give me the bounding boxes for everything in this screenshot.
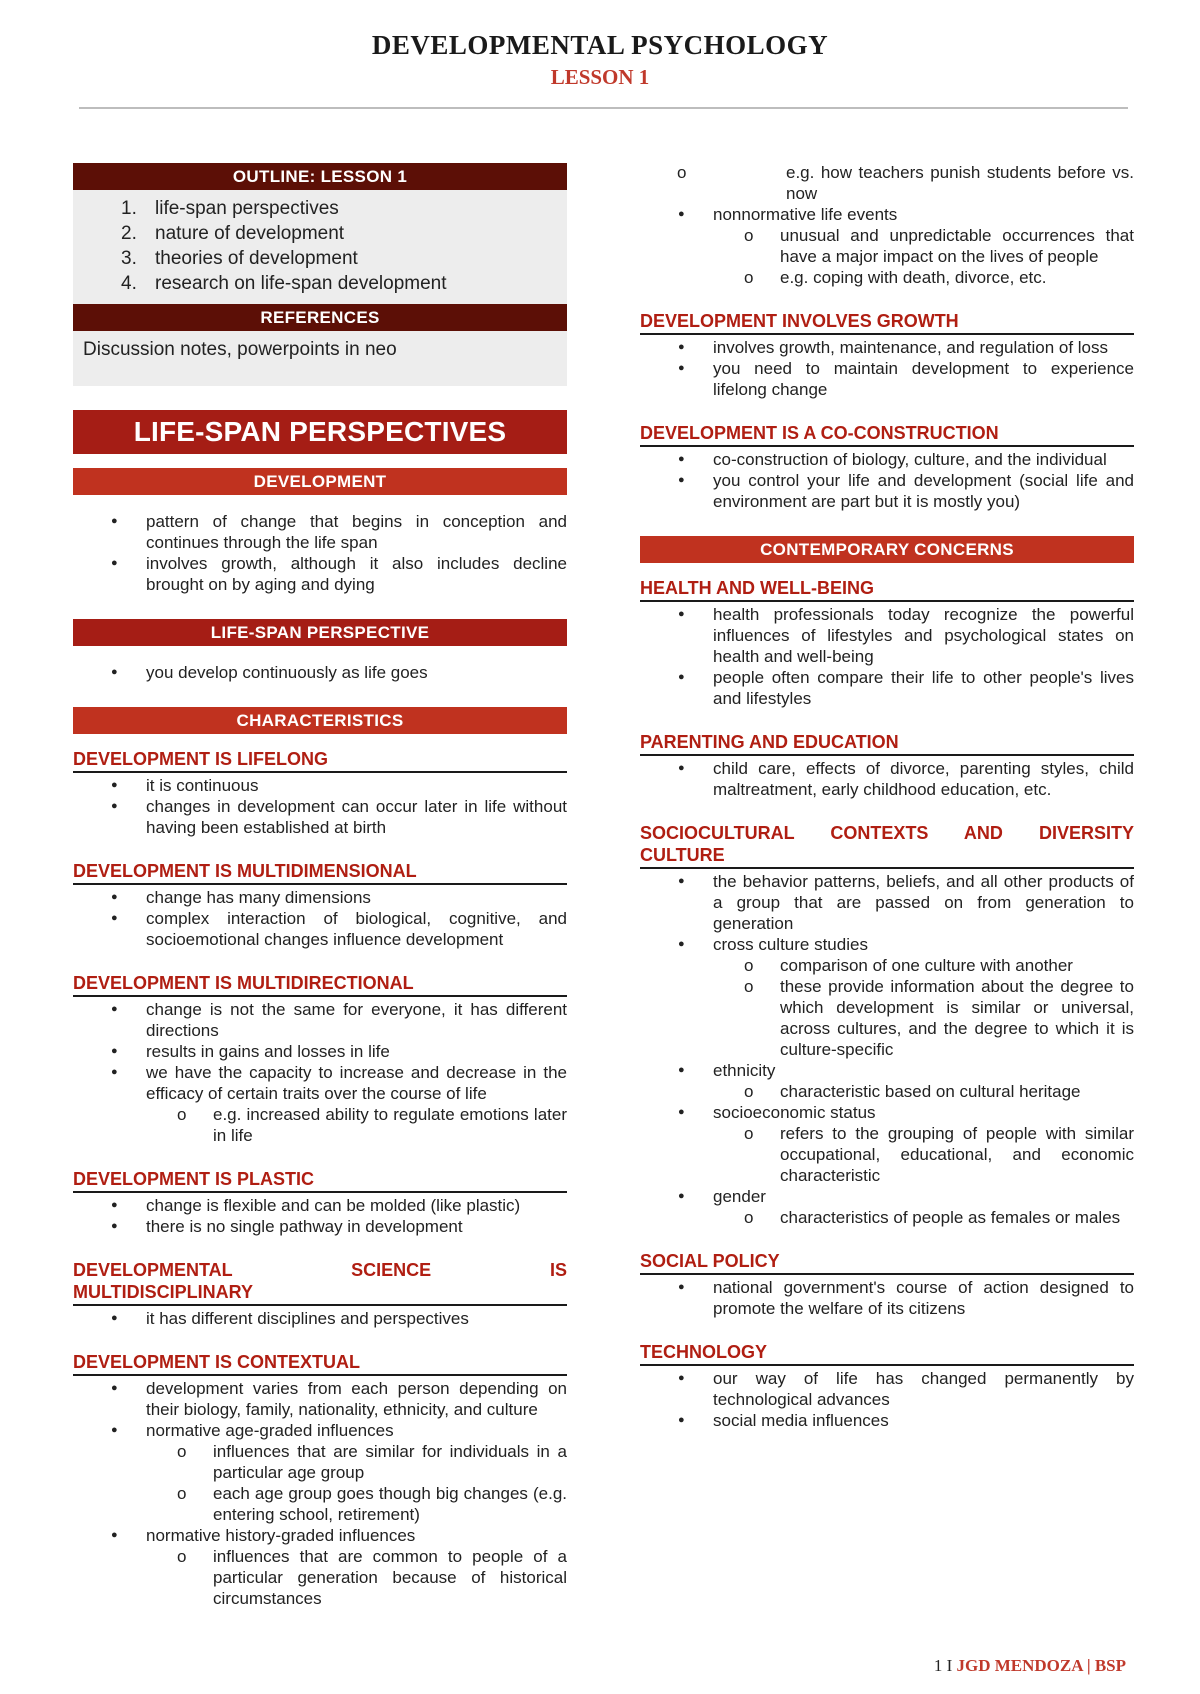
list-item <box>640 1102 1134 1186</box>
list-item: ● changes in development can occur later in life without having been established at birth <box>73 796 567 838</box>
outline-box <box>73 163 567 386</box>
health-heading: HEALTH AND WELL-BEING <box>640 577 1134 602</box>
author-credit: JGD MENDOZA | BSP <box>956 1656 1126 1675</box>
list-item: ● complex interaction of biological, cognitive, and socioemotional changes influence development <box>73 908 567 950</box>
lifelong-list <box>73 775 567 838</box>
contemporary-concerns-heading: CONTEMPORARY CONCERNS <box>640 536 1134 563</box>
sub-list <box>707 225 1134 288</box>
left-column <box>73 163 567 1609</box>
outline-heading: OUTLINE: LESSON 1 <box>73 163 567 190</box>
technology-list <box>640 1368 1134 1431</box>
list-item: ● development varies from each person depending on their biology, family, nationality, ethnicity, and culture <box>73 1378 567 1420</box>
sub-list <box>707 1207 1134 1228</box>
right-column <box>640 162 1134 1431</box>
heading-line: CULTURE <box>640 845 725 865</box>
sub-list-item: o e.g. coping with death, divorce, etc. <box>707 267 1134 288</box>
list-item: ● people often compare their life to other people's lives and lifestyles <box>640 667 1134 709</box>
list-item: ● health professionals today recognize the powerful influences of lifestyles and psychological states on health and well-being <box>640 604 1134 667</box>
section-banner: LIFE-SPAN PERSPECTIVES <box>73 410 567 454</box>
lifespan-perspective-heading: LIFE-SPAN PERSPECTIVE <box>73 619 567 646</box>
development-list <box>73 511 567 595</box>
multidirectional-sublist <box>73 1104 567 1146</box>
sociocultural-list <box>640 871 1134 1228</box>
social-policy-heading: SOCIAL POLICY <box>640 1250 1134 1275</box>
characteristics-heading: CHARACTERISTICS <box>73 707 567 734</box>
plastic-heading: DEVELOPMENT IS PLASTIC <box>73 1168 567 1193</box>
multidisciplinary-list <box>73 1308 567 1329</box>
list-item-text: normative history-graded influences <box>146 1526 416 1545</box>
list-item: ● change has many dimensions <box>73 887 567 908</box>
multidimensional-heading: DEVELOPMENT IS MULTIDIMENSIONAL <box>73 860 567 885</box>
list-item-text: socioeconomic status <box>713 1103 876 1122</box>
list-item: ● it has different disciplines and perspectives <box>73 1308 567 1329</box>
parenting-list <box>640 758 1134 800</box>
plastic-list <box>73 1195 567 1237</box>
list-item-text: gender <box>713 1187 766 1206</box>
nonnormative-list <box>640 204 1134 288</box>
outline-item: theories of development <box>155 248 358 269</box>
header-divider <box>79 107 1128 109</box>
sub-list-item: o e.g. increased ability to regulate emotions later in life <box>140 1104 567 1146</box>
list-item: ● results in gains and losses in life <box>73 1041 567 1062</box>
sub-list <box>707 1081 1134 1102</box>
list-item: ● national government's course of action designed to promote the welfare of its citizens <box>640 1277 1134 1319</box>
list-item: ● the behavior patterns, beliefs, and all other products of a group that are passed on from generation to generation <box>640 871 1134 934</box>
contextual-heading: DEVELOPMENT IS CONTEXTUAL <box>73 1351 567 1376</box>
list-item: ● you develop continuously as life goes <box>73 662 567 683</box>
technology-heading: TECHNOLOGY <box>640 1341 1134 1366</box>
sub-list-item: o comparison of one culture with another <box>707 955 1134 976</box>
growth-list <box>640 337 1134 400</box>
list-item: ● you control your life and development (social life and environment are part but it is mostly you) <box>640 470 1134 512</box>
list-item: ● change is not the same for everyone, it has different directions <box>73 999 567 1041</box>
multidimensional-list <box>73 887 567 950</box>
sociocultural-heading <box>640 822 1134 869</box>
list-item <box>640 1186 1134 1228</box>
list-item-text: normative age-graded influences <box>146 1421 394 1440</box>
lifelong-heading: DEVELOPMENT IS LIFELONG <box>73 748 567 773</box>
sub-list-item: o each age group goes though big changes (e.g. entering school, retirement) <box>140 1483 567 1525</box>
growth-heading: DEVELOPMENT INVOLVES GROWTH <box>640 310 1134 335</box>
page-header <box>0 30 1200 90</box>
list-item <box>73 1420 567 1525</box>
list-item <box>640 204 1134 288</box>
list-item-text: cross culture studies <box>713 935 868 954</box>
outline-list <box>73 190 567 304</box>
sub-list <box>707 1123 1134 1186</box>
contextual-list <box>73 1378 567 1609</box>
list-item: ● involves growth, maintenance, and regulation of loss <box>640 337 1134 358</box>
sub-list <box>140 1546 567 1609</box>
outline-item: research on life-span development <box>155 273 447 294</box>
list-item: ● our way of life has changed permanently by technological advances <box>640 1368 1134 1410</box>
list-item <box>73 1525 567 1609</box>
list-item: ● change is flexible and can be molded (like plastic) <box>73 1195 567 1216</box>
sub-list-item-text: e.g. how teachers punish students before vs. now <box>786 163 1134 203</box>
list-item <box>640 1060 1134 1102</box>
sub-list-item: o characteristics of people as females or males <box>707 1207 1134 1228</box>
list-item: ● you need to maintain development to experience lifelong change <box>640 358 1134 400</box>
continued-sublist <box>640 162 1134 204</box>
page-footer <box>934 1656 1126 1676</box>
sub-list-item: o characteristic based on cultural heritage <box>707 1081 1134 1102</box>
list-item: ● co-construction of biology, culture, and the individual <box>640 449 1134 470</box>
list-item: ● pattern of change that begins in conception and continues through the life span <box>73 511 567 553</box>
sub-list-item: o refers to the grouping of people with similar occupational, educational, and economic characteristic <box>707 1123 1134 1186</box>
health-list <box>640 604 1134 709</box>
lifespan-list <box>73 662 567 683</box>
list-item: ● social media influences <box>640 1410 1134 1431</box>
sub-list-item: o influences that are similar for individuals in a particular age group <box>140 1441 567 1483</box>
parenting-heading: PARENTING AND EDUCATION <box>640 731 1134 756</box>
outline-item: nature of development <box>155 223 345 244</box>
list-item-text: ethnicity <box>713 1061 776 1080</box>
page-number: 1 I <box>933 1656 953 1675</box>
social-policy-list <box>640 1277 1134 1319</box>
sub-list <box>140 1441 567 1525</box>
document-subtitle: LESSON 1 <box>550 65 650 89</box>
references-text: Discussion notes, powerpoints in neo <box>83 339 397 360</box>
sub-list-item: o unusual and unpredictable occurrences that have a major impact on the lives of people <box>707 225 1134 267</box>
development-heading: DEVELOPMENT <box>73 468 567 495</box>
list-item: ● it is continuous <box>73 775 567 796</box>
list-item: ● involves growth, although it also includes decline brought on by aging and dying <box>73 553 567 595</box>
list-item: ● child care, effects of divorce, parenting styles, child maltreatment, early childhood education, etc. <box>640 758 1134 800</box>
list-item: ● we have the capacity to increase and decrease in the efficacy of certain traits over the course of life <box>73 1062 567 1104</box>
list-item <box>640 934 1134 1060</box>
sub-list <box>707 955 1134 1060</box>
references-heading: REFERENCES <box>73 304 567 331</box>
multidirectional-list <box>73 999 567 1104</box>
sub-list-item: o influences that are common to people of a particular generation because of historical circumstances <box>140 1546 567 1609</box>
outline-item: life-span perspectives <box>155 198 339 219</box>
coconstruction-list <box>640 449 1134 512</box>
list-item: ● there is no single pathway in development <box>73 1216 567 1237</box>
document-title: DEVELOPMENTAL PSYCHOLOGY <box>371 30 829 60</box>
sub-list-item: o these provide information about the degree to which development is similar or universal, across cultures, and the degree to which it is culture-specific <box>707 976 1134 1060</box>
heading-line: SOCIOCULTURAL CONTEXTS AND DIVERSITY <box>640 823 1134 843</box>
heading-line: MULTIDISCIPLINARY <box>73 1282 253 1302</box>
multidirectional-heading: DEVELOPMENT IS MULTIDIRECTIONAL <box>73 972 567 997</box>
sub-list-item <box>640 162 1134 204</box>
multidisciplinary-heading <box>73 1259 567 1306</box>
coconstruction-heading: DEVELOPMENT IS A CO-CONSTRUCTION <box>640 422 1134 447</box>
heading-line: DEVELOPMENTAL SCIENCE IS <box>73 1260 567 1280</box>
list-item-text: nonnormative life events <box>713 205 898 224</box>
